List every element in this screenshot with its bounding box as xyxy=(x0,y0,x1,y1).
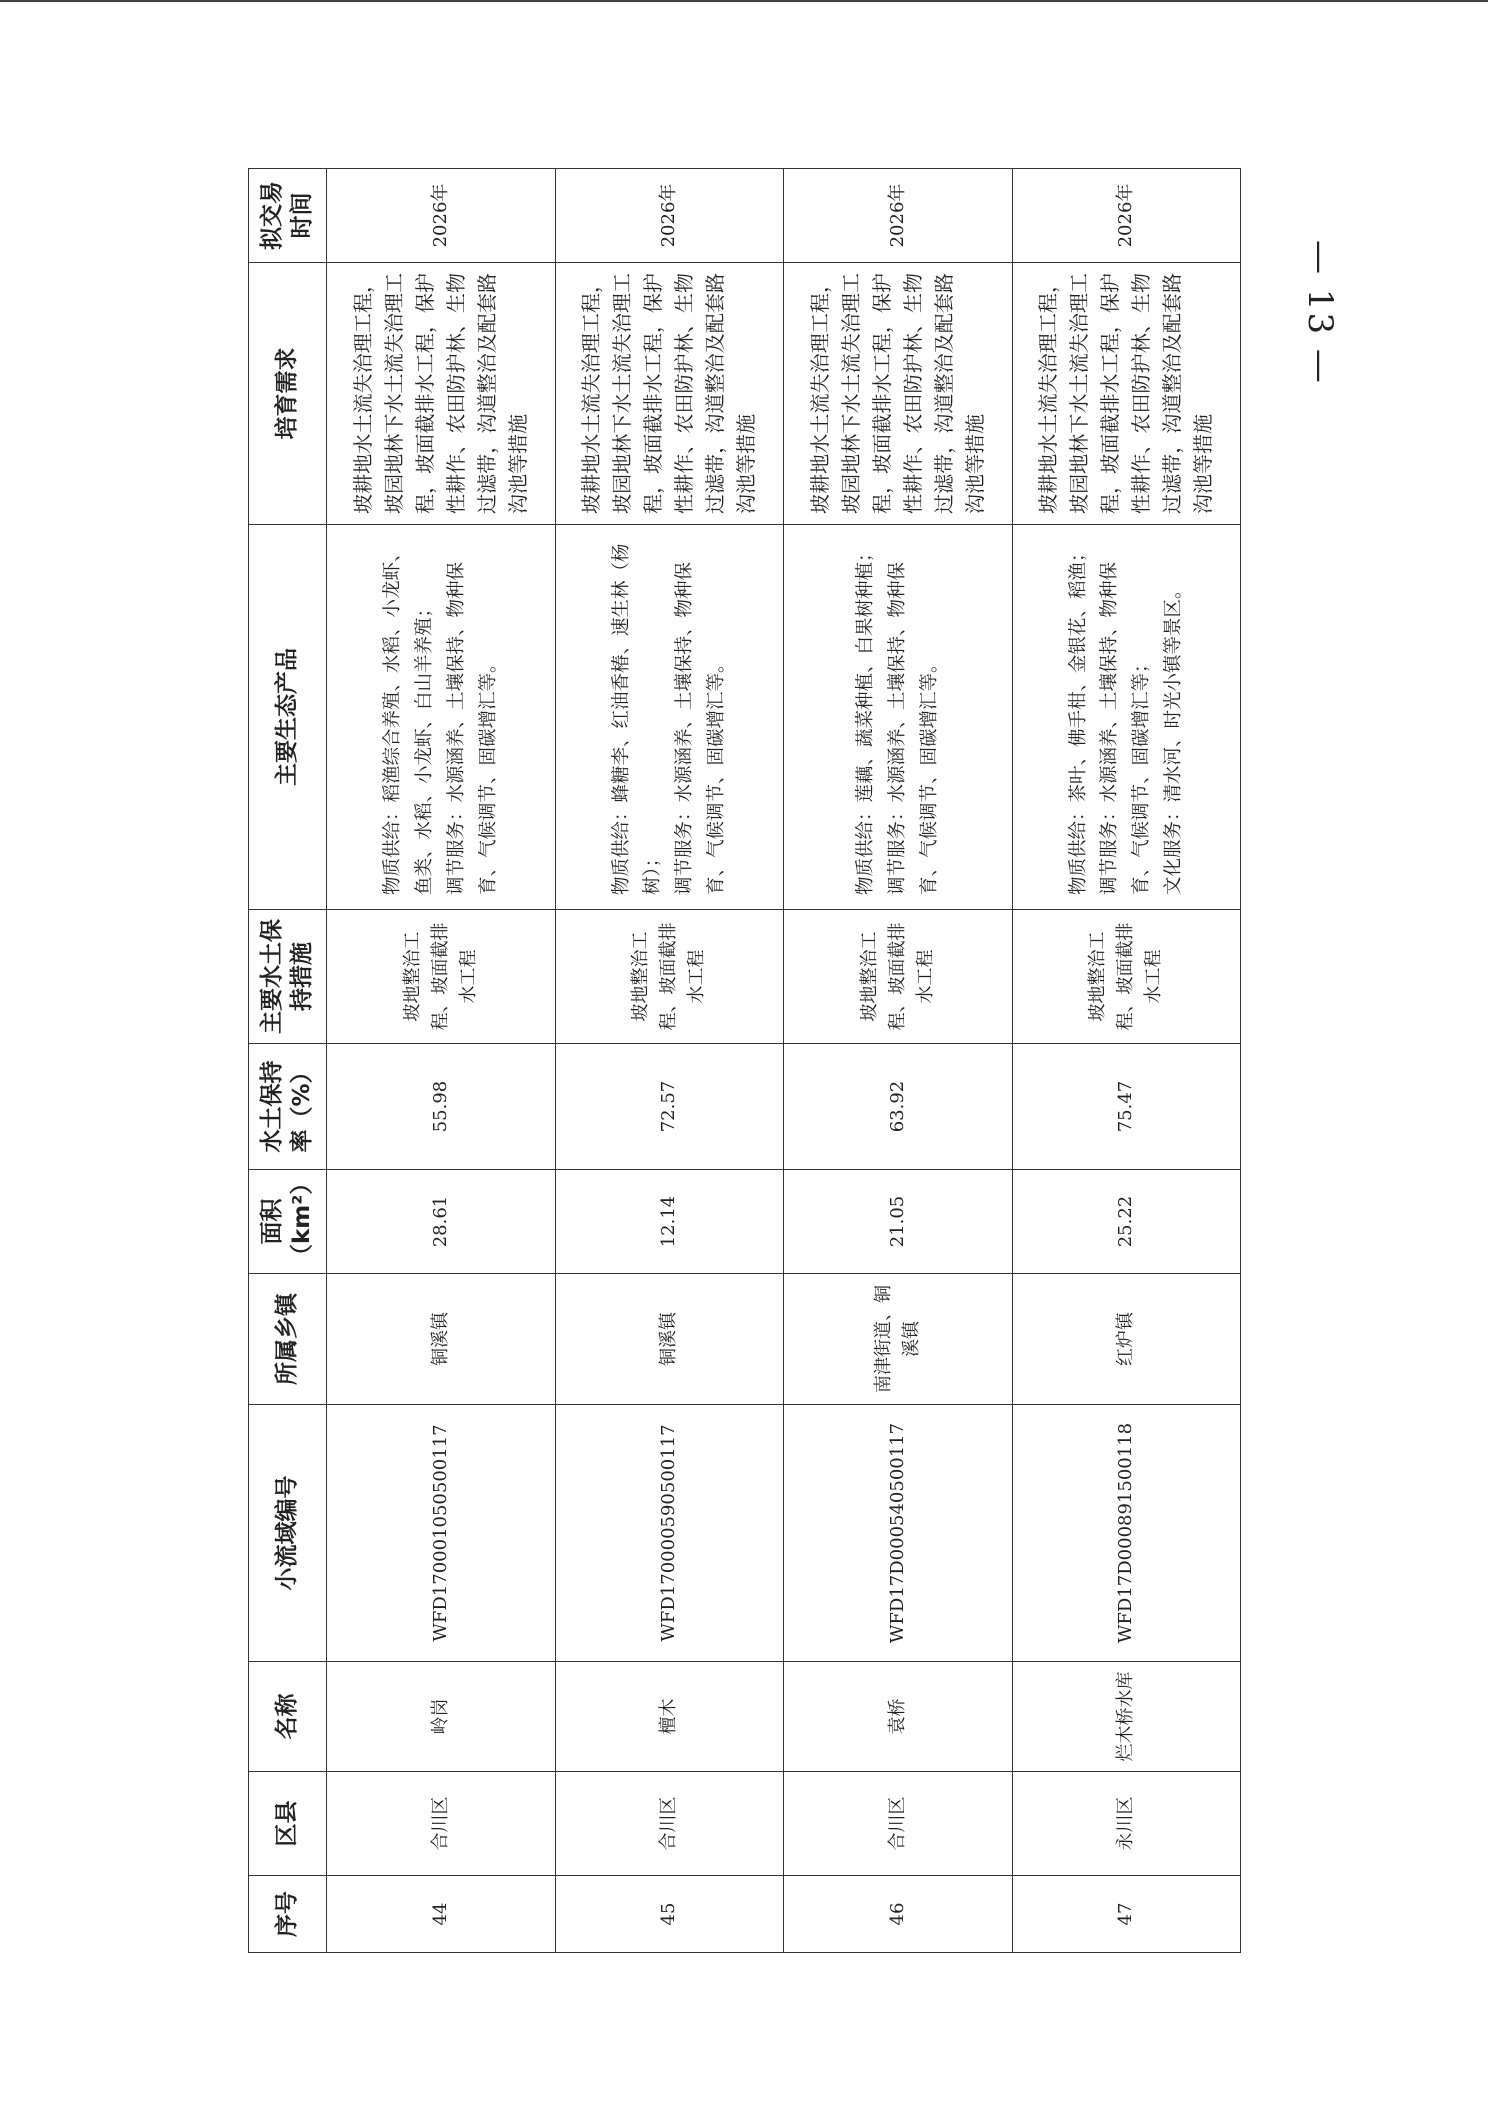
top-border-line xyxy=(0,0,1488,2)
cell-measure: 坡地整治工程、坡面截排水工程 xyxy=(555,910,784,1044)
cell-code: WFD170001050500117 xyxy=(327,1405,556,1662)
cell-products: 物质供给：稻渔综合养殖、水稻、小龙虾、鱼类、水稻、小龙虾、白山羊养殖； 调节服务：水源涵养、土壤保持、物种保育、气候调节、固碳增汇等。 xyxy=(327,525,556,910)
cell-measure: 坡地整治工程、坡面截排水工程 xyxy=(327,910,556,1044)
cell-area: 28.61 xyxy=(327,1170,556,1274)
cell-town: 南津街道、铜溪镇 xyxy=(784,1274,1013,1405)
cell-name: 檀木 xyxy=(555,1662,784,1772)
cell-rate: 63.92 xyxy=(784,1044,1013,1170)
cell-products: 物质供给：蜂糖李、红油香椿、速生林（杨树）； 调节服务：水源涵养、土壤保持、物种保育、气候调节、固碳增汇等。 xyxy=(555,525,784,910)
cell-products: 物质供给：茶叶、佛手柑、金银花、稻渔； 调节服务：水源涵养、土壤保持、物种保育、气候调节、固碳增汇等； 文化服务：清水河、时光小镇等景区。 xyxy=(1012,525,1241,910)
rotated-table-container xyxy=(248,169,1241,1953)
header-row xyxy=(249,169,327,1953)
cell-district: 合川区 xyxy=(327,1772,556,1876)
cell-town: 铜溪镇 xyxy=(327,1274,556,1405)
cell-name: 岭岗 xyxy=(327,1662,556,1772)
cell-town: 红炉镇 xyxy=(1012,1274,1241,1405)
header-town: 所属乡镇 xyxy=(249,1274,327,1405)
table-row xyxy=(784,169,1013,1953)
cell-measure: 坡地整治工程、坡面截排水工程 xyxy=(1012,910,1241,1044)
table-row xyxy=(555,169,784,1953)
cell-needs: 坡耕地水土流失治理工程，坡园地林下水土流失治理工程，坡面截排水工程，保护性耕作、农田防护林、生物过滤带，沟道整治及配套路沟池等措施 xyxy=(1012,263,1241,525)
cell-name: 袁桥 xyxy=(784,1662,1013,1772)
cell-needs: 坡耕地水土流失治理工程，坡园地林下水土流失治理工程，坡面截排水工程，保护性耕作、农田防护林、生物过滤带，沟道整治及配套路沟池等措施 xyxy=(784,263,1013,525)
table-row xyxy=(327,169,556,1953)
cell-seq: 47 xyxy=(1012,1876,1241,1953)
cell-needs: 坡耕地水土流失治理工程，坡园地林下水土流失治理工程，坡面截排水工程，保护性耕作、农田防护林、生物过滤带，沟道整治及配套路沟池等措施 xyxy=(327,263,556,525)
cell-rate: 72.57 xyxy=(555,1044,784,1170)
cell-seq: 46 xyxy=(784,1876,1013,1953)
header-seq: 序号 xyxy=(249,1876,327,1953)
cell-seq: 44 xyxy=(327,1876,556,1953)
header-code: 小流域编号 xyxy=(249,1405,327,1662)
page-number: — 13 — xyxy=(1300,240,1340,385)
cell-seq: 45 xyxy=(555,1876,784,1953)
cell-rate: 55.98 xyxy=(327,1044,556,1170)
cell-code: WFD17D000540500117 xyxy=(784,1405,1013,1662)
cell-area: 12.14 xyxy=(555,1170,784,1274)
cell-products: 物质供给：莲藕、蔬菜种植、白果树种植； 调节服务：水源涵养、土壤保持、物种保育、气候调节、固碳增汇等。 xyxy=(784,525,1013,910)
header-district: 区县 xyxy=(249,1772,327,1876)
watershed-table xyxy=(248,168,1241,1953)
header-area: 面积（km²） xyxy=(249,1170,327,1274)
cell-district: 合川区 xyxy=(555,1772,784,1876)
header-name: 名称 xyxy=(249,1662,327,1772)
header-time: 拟交易时间 xyxy=(249,169,327,263)
table-row xyxy=(1012,169,1241,1953)
cell-measure: 坡地整治工程、坡面截排水工程 xyxy=(784,910,1013,1044)
cell-district: 合川区 xyxy=(784,1772,1013,1876)
header-measure: 主要水土保持措施 xyxy=(249,910,327,1044)
cell-code: WFD170000590500117 xyxy=(555,1405,784,1662)
cell-time: 2026年 xyxy=(784,169,1013,263)
header-products: 主要生态产品 xyxy=(249,525,327,910)
cell-time: 2026年 xyxy=(1012,169,1241,263)
cell-rate: 75.47 xyxy=(1012,1044,1241,1170)
cell-name: 烂木桥水库 xyxy=(1012,1662,1241,1772)
cell-time: 2026年 xyxy=(327,169,556,263)
header-needs: 培育需求 xyxy=(249,263,327,525)
cell-area: 21.05 xyxy=(784,1170,1013,1274)
header-rate: 水土保持率（%） xyxy=(249,1044,327,1170)
cell-district: 永川区 xyxy=(1012,1772,1241,1876)
cell-area: 25.22 xyxy=(1012,1170,1241,1274)
cell-needs: 坡耕地水土流失治理工程，坡园地林下水土流失治理工程，坡面截排水工程，保护性耕作、农田防护林、生物过滤带，沟道整治及配套路沟池等措施 xyxy=(555,263,784,525)
cell-time: 2026年 xyxy=(555,169,784,263)
cell-code: WFD17D000891500118 xyxy=(1012,1405,1241,1662)
cell-town: 铜溪镇 xyxy=(555,1274,784,1405)
